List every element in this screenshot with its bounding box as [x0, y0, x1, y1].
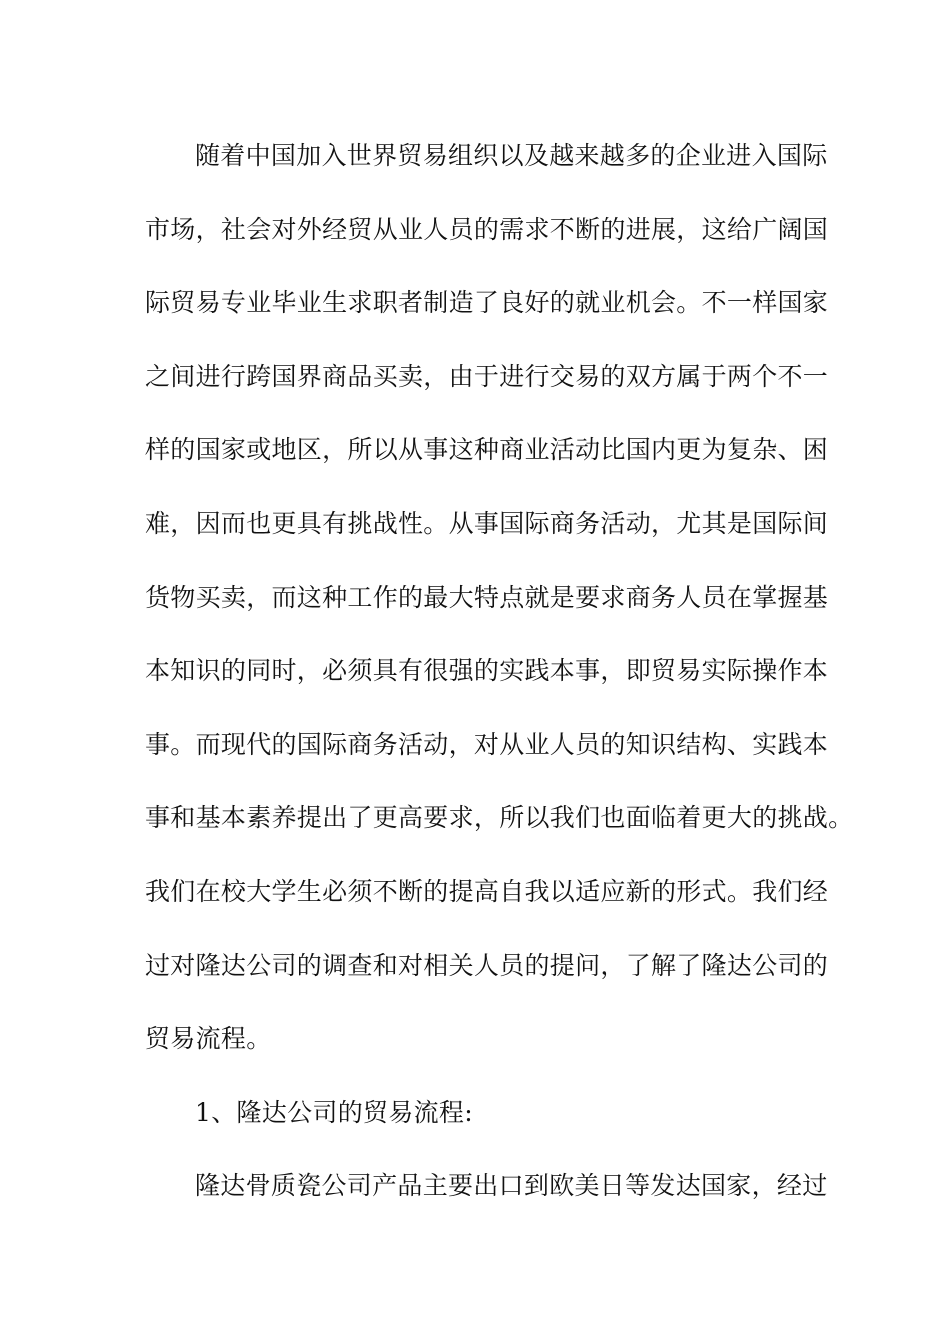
paragraph-line: 货物买卖，而这种工作的最大特点就是要求商务人员在掌握基 — [145, 582, 829, 612]
body-text — [145, 128, 854, 1232]
paragraph-line: 本知识的同时，必须具有很强的实践本事，即贸易实际操作本 — [145, 656, 829, 686]
paragraph-line: 隆达骨质瓷公司产品主要出口到欧美日等发达国家，经过 — [195, 1171, 828, 1201]
paragraph-line: 随着中国加入世界贸易组织以及越来越多的企业进入国际 — [195, 141, 828, 170]
section-heading: 1、隆达公司的贸易流程: — [195, 1097, 473, 1127]
paragraph-line: 难，因而也更具有挑战性。从事国际商务活动，尤其是国际间 — [145, 508, 829, 538]
paragraph-line: 我们在校大学生必须不断的提高自我以适应新的形式。我们经 — [145, 876, 829, 906]
paragraph-line: 事。而现代的国际商务活动，对从业人员的知识结构、实践本 — [145, 729, 829, 759]
paragraph-line: 事和基本素养提出了更高要求，所以我们也面临着更大的挑战。 — [145, 803, 854, 833]
paragraph-line: 之间进行跨国界商品买卖，由于进行交易的双方属于两个不一 — [145, 361, 829, 391]
paragraph-line: 贸易流程。 — [145, 1024, 272, 1054]
paragraph-line: 样的国家或地区，所以从事这种商业活动比国内更为复杂、困 — [145, 435, 829, 465]
paragraph-line: 市场，社会对外经贸从业人员的需求不断的进展，这给广阔国 — [145, 214, 829, 244]
paragraph-line: 过对隆达公司的调查和对相关人员的提问，了解了隆达公司的 — [145, 950, 829, 980]
paragraph-line: 际贸易专业毕业生求职者制造了良好的就业机会。不一样国家 — [145, 288, 829, 318]
